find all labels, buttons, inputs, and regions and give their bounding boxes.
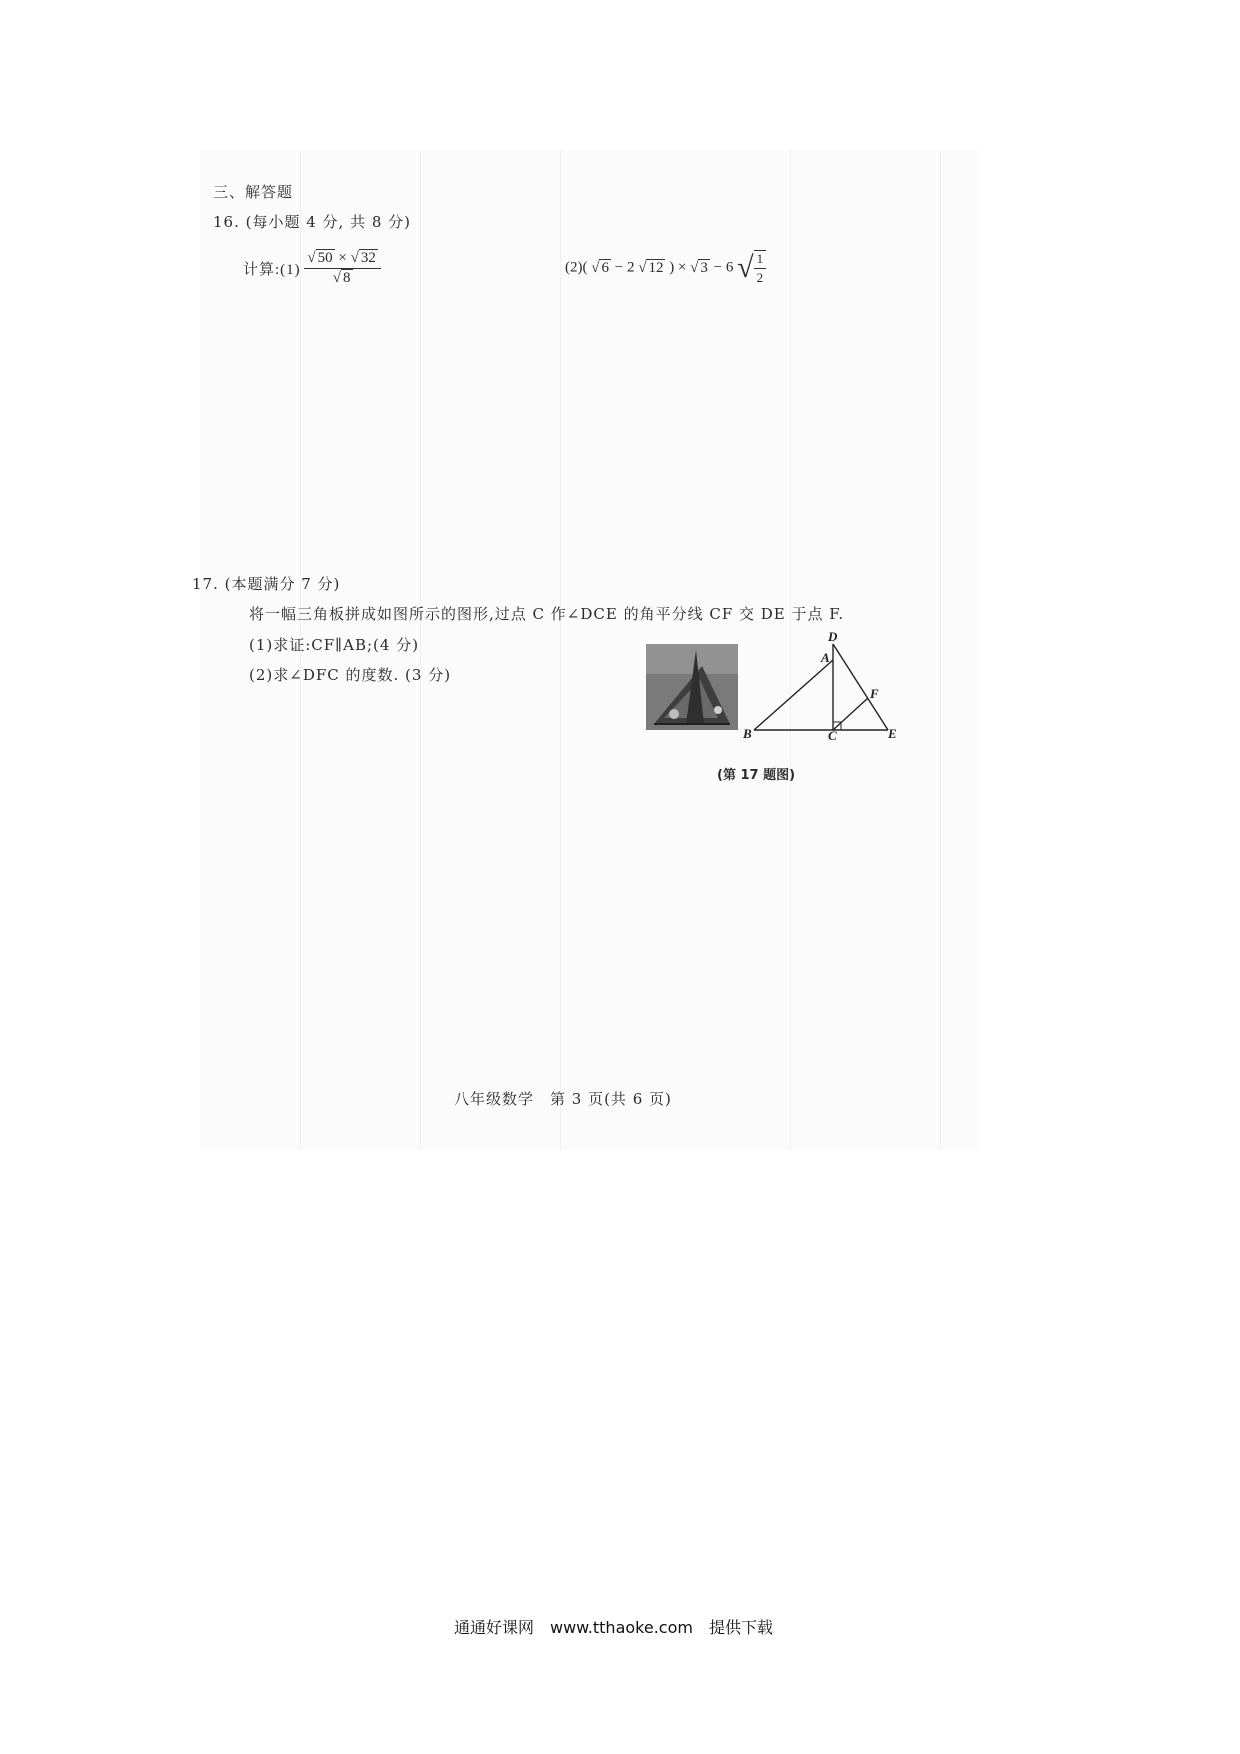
q16-part1 [243,250,381,287]
radicand: 12 [648,259,664,276]
fraction-numerator: 1 [754,251,767,269]
fraction-denominator: 2 [756,270,764,285]
point-label-E: E [888,726,897,740]
scan-streak [560,150,561,1150]
minus-term: − 2 [614,259,635,276]
q16-part1-prefix: 计算:(1) [243,262,301,278]
section-title: 三、解答题 [213,183,294,201]
q16-part2: (2)( √ 6 − 2 √ 12 ) × √ 3 − 6 √ $\frac{1}{2}$ [565,250,766,286]
radicand: 50 [317,250,333,266]
radicand: 32 [360,250,376,266]
radicand: 6 [601,259,609,276]
page-footer: 八年级数学 第 3 页(共 6 页) [454,1090,672,1108]
q17-statement: 将一幅三角板拼成如图所示的图形,过点 C 作∠DCE 的角平分线 CF 交 DE 于点 F. [249,605,845,623]
scan-streak [420,150,421,1150]
point-label-D: D [828,629,838,644]
point-label-F: F [870,686,879,701]
sqrt-of-fraction: √ $\frac{1}{2}$ [737,250,766,286]
radicand: 8 [343,270,351,286]
q17-part1: (1)求证:CF∥AB;(4 分) [249,636,420,654]
q17-part2: (2)求∠DFC 的度数. (3 分) [249,666,452,684]
line-BA [754,660,833,730]
q16-part2-prefix: (2)( [565,259,588,276]
q16-part1-fraction: $\frac{√ 50 \times √ 32}{√ 8}$ [304,250,380,287]
close-times: ) × [669,259,687,276]
minus-term: − 6 [713,259,734,276]
site-footer: 通通好课网 www.tthaoke.com 提供下载 [454,1618,773,1637]
q17-header: 17. (本题满分 7 分) [192,575,341,593]
radicand: 3 [700,259,708,276]
set-square-photo [646,644,738,730]
figure-caption: (第 17 题图) [717,768,796,783]
point-label-C: C [828,728,837,740]
times-sign: × [338,250,347,266]
line-CF [833,698,868,730]
q16-header: 16. (每小题 4 分, 共 8 分) [213,213,412,231]
line-DE [833,644,888,730]
point-label-A: A [821,650,830,665]
geometry-figure [740,628,900,740]
scan-streak [940,150,941,1150]
point-label-B: B [743,726,752,740]
